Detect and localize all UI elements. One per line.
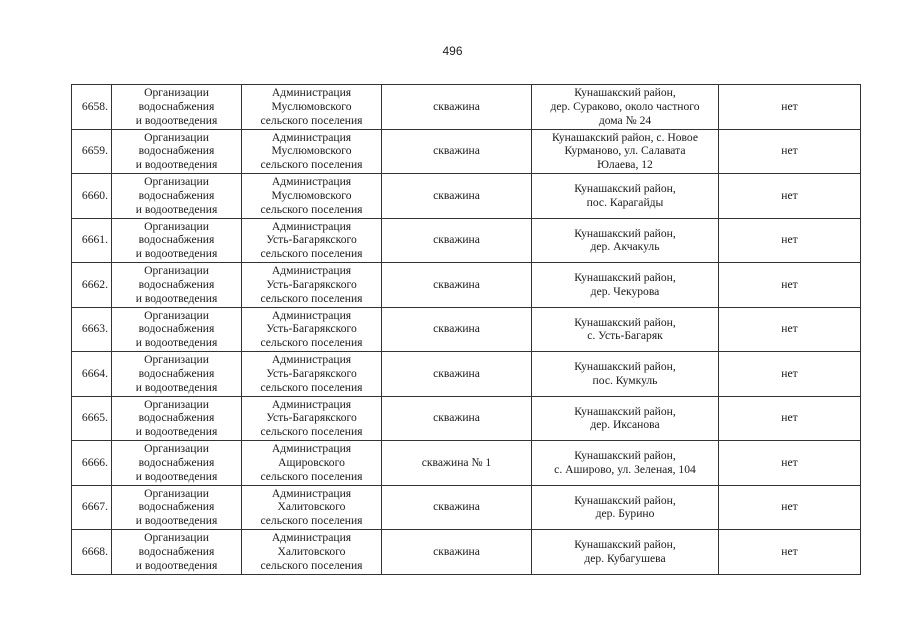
status-cell	[719, 485, 861, 530]
row-number: 6667.	[81, 500, 108, 514]
object-address: Кунашакский район, дер. Чекурова	[574, 271, 676, 298]
row-number-cell	[72, 441, 112, 486]
address-cell	[532, 530, 719, 575]
status-cell	[719, 174, 861, 219]
organization-type: Организации водоснабжения и водоотведения	[135, 219, 218, 261]
administration-cell	[242, 307, 382, 352]
object-name: скважина № 1	[421, 455, 492, 469]
address-cell	[532, 218, 719, 263]
administration-cell	[242, 129, 382, 174]
object-name: скважина	[433, 322, 480, 336]
object-address: Кунашакский район, с. Аширово, ул. Зеленая, 104	[554, 449, 696, 476]
organization-type: Организации водоснабжения и водоотведения	[135, 264, 218, 305]
registry-table-body	[72, 85, 861, 575]
organization-cell	[112, 174, 242, 219]
status-cell	[719, 396, 861, 441]
row-number-cell	[72, 85, 112, 130]
administration-name: Администрация Муслюмовского сельского поселения	[260, 130, 363, 172]
row-number-cell	[72, 307, 112, 352]
organization-type: Организации водоснабжения и водоотведения	[135, 353, 218, 394]
table-row	[72, 530, 861, 575]
status-cell	[719, 441, 861, 486]
administration-cell	[242, 263, 382, 308]
table-row	[72, 174, 861, 219]
status-value: нет	[781, 99, 798, 113]
status-cell	[719, 129, 861, 174]
status-value: нет	[781, 366, 798, 380]
object-cell	[382, 85, 532, 130]
organization-type: Организации водоснабжения и водоотведения	[135, 442, 218, 483]
object-cell	[382, 396, 532, 441]
administration-cell	[242, 352, 382, 397]
organization-cell	[112, 307, 242, 352]
object-name: скважина	[433, 411, 480, 425]
status-value: нет	[781, 411, 798, 425]
organization-cell	[112, 352, 242, 397]
row-number: 6668.	[81, 544, 108, 558]
row-number: 6662.	[81, 277, 108, 291]
administration-cell	[242, 218, 382, 263]
row-number-cell	[72, 530, 112, 575]
status-cell	[719, 307, 861, 352]
object-name: скважина	[433, 233, 480, 247]
organization-cell	[112, 485, 242, 530]
object-address: Кунашакский район, пос. Кумкуль	[574, 360, 676, 387]
address-cell	[532, 441, 719, 486]
status-value: нет	[781, 544, 798, 558]
address-cell	[532, 85, 719, 130]
object-address: Кунашакский район, пос. Карагайды	[574, 182, 676, 209]
row-number-cell	[72, 129, 112, 174]
status-cell	[719, 218, 861, 263]
object-name: скважина	[433, 366, 480, 380]
organization-cell	[112, 129, 242, 174]
administration-name: Администрация Ащировского сельского поселения	[260, 442, 363, 483]
object-cell	[382, 530, 532, 575]
organization-cell	[112, 218, 242, 263]
administration-cell	[242, 441, 382, 486]
address-cell	[532, 307, 719, 352]
organization-cell	[112, 396, 242, 441]
administration-cell	[242, 396, 382, 441]
table-row	[72, 307, 861, 352]
object-cell	[382, 441, 532, 486]
administration-cell	[242, 530, 382, 575]
status-cell	[719, 85, 861, 130]
object-address: Кунашакский район, дер. Кубагушева	[574, 538, 676, 565]
row-number: 6664.	[81, 366, 108, 380]
address-cell	[532, 174, 719, 219]
object-address: Кунашакский район, дер. Акчакуль	[574, 226, 676, 254]
object-address: Кунашакский район, с. Усть-Багаряк	[574, 315, 676, 343]
administration-name: Администрация Усть-Багарякского сельского поселения	[260, 353, 363, 394]
status-value: нет	[781, 500, 798, 514]
organization-cell	[112, 85, 242, 130]
organization-cell	[112, 441, 242, 486]
row-number: 6665.	[81, 411, 108, 425]
status-value: нет	[781, 144, 798, 158]
object-name: скважина	[433, 99, 480, 113]
administration-name: Администрация Халитовского сельского поселения	[260, 486, 363, 528]
registry-table	[71, 84, 861, 575]
organization-type: Организации водоснабжения и водоотведения	[135, 486, 218, 528]
table-row	[72, 441, 861, 486]
administration-name: Администрация Муслюмовского сельского поселения	[260, 86, 363, 127]
object-cell	[382, 307, 532, 352]
row-number: 6658.	[81, 99, 108, 113]
table-row	[72, 396, 861, 441]
status-cell	[719, 263, 861, 308]
organization-type: Организации водоснабжения и водоотведения	[135, 175, 218, 216]
row-number: 6666.	[81, 455, 108, 469]
organization-type: Организации водоснабжения и водоотведения	[135, 531, 218, 572]
address-cell	[532, 485, 719, 530]
object-name: скважина	[433, 544, 480, 558]
status-cell	[719, 530, 861, 575]
organization-type: Организации водоснабжения и водоотведения	[135, 130, 218, 172]
status-value: нет	[781, 455, 798, 469]
object-address: Кунашакский район, дер. Сураково, около частного дома № 24	[550, 86, 700, 127]
administration-name: Администрация Халитовского сельского поселения	[260, 531, 363, 572]
object-address: Кунашакский район, дер. Бурино	[574, 493, 676, 521]
row-number-cell	[72, 263, 112, 308]
address-cell	[532, 396, 719, 441]
organization-cell	[112, 530, 242, 575]
status-value: нет	[781, 188, 798, 202]
object-cell	[382, 263, 532, 308]
table-row	[72, 263, 861, 308]
organization-cell	[112, 263, 242, 308]
administration-name: Администрация Усть-Багарякского сельского поселения	[260, 397, 363, 439]
administration-name: Администрация Усть-Багарякского сельского поселения	[260, 264, 363, 305]
row-number: 6663.	[81, 322, 108, 336]
page-number: 496	[442, 44, 463, 58]
object-address: Кунашакский район, с. Новое Курманово, ул. Салавата Юлаева, 12	[551, 130, 699, 172]
status-value: нет	[781, 233, 798, 247]
administration-name: Администрация Усть-Багарякского сельского поселения	[260, 308, 363, 350]
row-number-cell	[72, 218, 112, 263]
object-name: скважина	[433, 144, 480, 158]
administration-name: Администрация Усть-Багарякского сельского поселения	[260, 219, 363, 261]
object-name: скважина	[433, 188, 480, 202]
organization-type: Организации водоснабжения и водоотведения	[135, 308, 218, 350]
organization-type: Организации водоснабжения и водоотведения	[135, 397, 218, 439]
object-cell	[382, 485, 532, 530]
administration-name: Администрация Муслюмовского сельского поселения	[260, 175, 363, 216]
object-name: скважина	[433, 500, 480, 514]
status-value: нет	[781, 322, 798, 336]
address-cell	[532, 129, 719, 174]
table-row	[72, 218, 861, 263]
object-cell	[382, 174, 532, 219]
row-number: 6659.	[81, 144, 108, 158]
table-row	[72, 85, 861, 130]
table-row	[72, 352, 861, 397]
object-cell	[382, 218, 532, 263]
status-cell	[719, 352, 861, 397]
address-cell	[532, 263, 719, 308]
object-address: Кунашакский район, дер. Иксанова	[574, 404, 676, 432]
row-number-cell	[72, 352, 112, 397]
row-number-cell	[72, 396, 112, 441]
row-number: 6660.	[81, 188, 108, 202]
table-row	[72, 485, 861, 530]
administration-cell	[242, 85, 382, 130]
organization-type: Организации водоснабжения и водоотведения	[135, 86, 218, 127]
administration-cell	[242, 174, 382, 219]
table-row	[72, 129, 861, 174]
address-cell	[532, 352, 719, 397]
row-number-cell	[72, 174, 112, 219]
row-number: 6661.	[81, 233, 108, 247]
status-value: нет	[781, 277, 798, 291]
object-name: скважина	[433, 277, 480, 291]
row-number-cell	[72, 485, 112, 530]
administration-cell	[242, 485, 382, 530]
object-cell	[382, 352, 532, 397]
object-cell	[382, 129, 532, 174]
